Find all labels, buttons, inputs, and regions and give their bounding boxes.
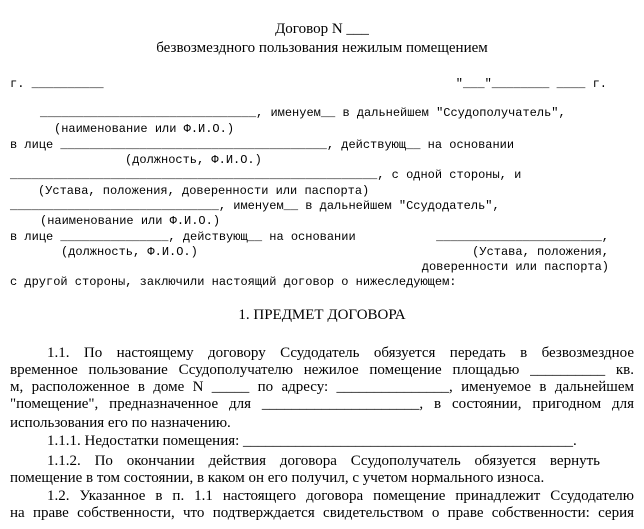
- clause-1-1-line: временное пользование Ссудополучателю нежилое помещение площадью __________ кв.: [10, 362, 634, 378]
- borrower-basis-line: ___________________________________________________, с одной стороны, и: [10, 168, 522, 182]
- lender-basis-blank: _______________________,: [436, 230, 609, 244]
- borrower-name-caption: (наименование или Ф.И.О.): [54, 122, 235, 136]
- clause-1-1: [10, 345, 634, 413]
- clause-1-1-2: [10, 453, 634, 470]
- borrower-basis-caption: (Устава, положения, доверенности или паспорта): [38, 184, 370, 198]
- city-field: г. __________: [10, 77, 104, 91]
- lender-basis-caption: (Устава, положения,: [472, 245, 609, 259]
- clause-1-1-2-line: 1.1.2. По окончании действия договора Ссудополучатель обязуется вернуть: [47, 453, 600, 469]
- clause-1-1-line: "помещение", предназначенное для _____________________, в состоянии, пригодном для: [10, 396, 634, 412]
- contract-title: Договор N ___: [275, 21, 369, 37]
- borrower-name-line: ______________________________, именуем__ в дальнейшем "Ссудополучатель",: [40, 106, 566, 120]
- clause-1-1-end: использования его по назначению.: [10, 415, 231, 431]
- lender-representative-caption: (должность, Ф.И.О.): [61, 245, 198, 259]
- contract-subtitle: безвозмездного пользования нежилым помещением: [156, 40, 488, 56]
- borrower-representative-caption: (должность, Ф.И.О.): [125, 153, 262, 167]
- clause-1-1-1: 1.1.1. Недостатки помещения: ____________________________________________.: [47, 433, 577, 449]
- borrower-representative-line: в лице _____________________________________, действующ__ на основании: [10, 138, 515, 152]
- clause-1-1-line: 1.1. По настоящему договору Ссудодатель обязуется передать в безвозмездное: [47, 345, 634, 361]
- date-field: "___"________ ____ г.: [455, 77, 607, 91]
- lender-name-caption: (наименование или Ф.И.О.): [40, 214, 221, 228]
- clause-1-1-line: м, расположенное в доме N _____ по адресу: _______________, именуемое в дальнейшем: [10, 379, 634, 395]
- preamble-closing: с другой стороны, заключили настоящий договор о нижеследующем:: [10, 275, 457, 289]
- lender-name-line: _____________________________, именуем__ в дальнейшем "Ссудодатель",: [10, 199, 500, 213]
- clause-1-2-line: 1.2. Указанное в п. 1.1 настоящего договора помещение принадлежит Ссудодателю: [47, 488, 634, 504]
- lender-representative-line: в лице _______________, действующ__ на основании: [10, 230, 356, 244]
- lender-basis-caption-cont: доверенности или паспорта): [421, 260, 609, 274]
- clause-1-2: [10, 488, 634, 522]
- section-heading: 1. ПРЕДМЕТ ДОГОВОРА: [238, 307, 406, 323]
- clause-1-2-line: на праве собственности, что подтверждается свидетельством о праве собственности: серия: [10, 505, 634, 521]
- clause-1-1-2-end: помещение в том состоянии, в каком он его получил, с учетом нормального износа.: [10, 470, 545, 486]
